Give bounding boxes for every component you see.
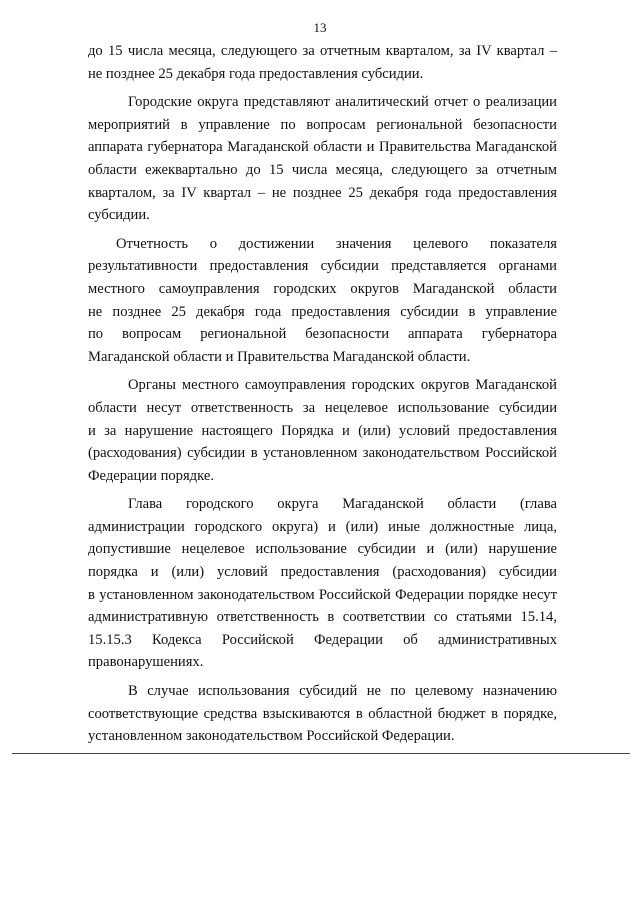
paragraph-line: администрации городского округа) и (или) иные должностные лица, [88,518,557,535]
paragraph-continuation [88,40,557,85]
page-divider-line [12,753,630,754]
paragraph-line: аппарата губернатора Магаданской области и Правительства Магаданской [88,139,557,156]
paragraph-line: Глава городского округа Магаданской области (глава [128,496,557,513]
paragraph-reporting [88,233,557,369]
paragraph-line: (расходования) субсидии в установленном законодательством Российской [88,445,557,462]
paragraph-line: местного самоуправления городских округов Магаданской области [88,280,557,297]
paragraph-responsibility [88,374,557,487]
paragraph-line: Органы местного самоуправления городских округов Магаданской [128,377,557,394]
paragraph-line: Федерации порядке. [88,467,214,484]
paragraph-line: субсидии. [88,207,150,224]
paragraph-line: 15.15.3 Кодекса Российской Федерации об административных [88,631,557,648]
paragraph-analytical-report [88,91,557,227]
paragraph-line: правонарушениях. [88,654,204,671]
paragraph-line: области несут ответственность за нецелевое использование субсидии [88,399,557,416]
paragraph-line: не позднее 25 декабря года предоставления субсидии. [88,65,424,82]
page-number: 13 [313,20,327,35]
paragraph-line: административную ответственность в соответствии со статьями 15.14, [88,609,557,626]
paragraph-line: допустившие нецелевое использование субсидии и (или) нарушение [88,541,557,558]
paragraph-line: порядка и (или) условий предоставления (расходования) субсидии [88,564,557,581]
paragraph-line: по вопросам региональной безопасности аппарата губернатора [88,326,557,343]
paragraph-line: мероприятий в управление по вопросам региональной безопасности [88,116,557,133]
paragraph-misuse-recovery [88,680,557,748]
paragraph-line: В случае использования субсидий не по целевому назначению [128,683,557,700]
paragraph-head-liability [88,493,557,674]
paragraph-line: не позднее 25 декабря года предоставления субсидии в управление [88,303,557,320]
paragraph-line: Городские округа представляют аналитический отчет о реализации [128,94,557,111]
paragraph-line: в установленном законодательством Российской Федерации порядке несут [88,586,557,603]
document-body [88,40,557,748]
paragraph-line: кварталом, за IV квартал – не позднее 25 декабря года предоставления [88,184,557,201]
paragraph-line: установленном законодательством Российской Федерации. [88,728,455,745]
paragraph-line: соответствующие средства взыскиваются в областной бюджет в порядке, [88,705,557,722]
paragraph-line: Отчетность о достижении значения целевого показателя [116,235,557,252]
paragraph-line: результативности предоставления субсидии представляется органами [88,258,557,275]
paragraph-line: области ежеквартально до 15 числа месяца, следующего за отчетным [88,161,557,178]
paragraph-line: и за нарушение настоящего Порядка и (или) условий предоставления [88,422,557,439]
paragraph-line: Магаданской области и Правительства Магаданской области. [88,348,471,365]
paragraph-line: до 15 числа месяца, следующего за отчетным кварталом, за IV квартал – [88,43,557,59]
